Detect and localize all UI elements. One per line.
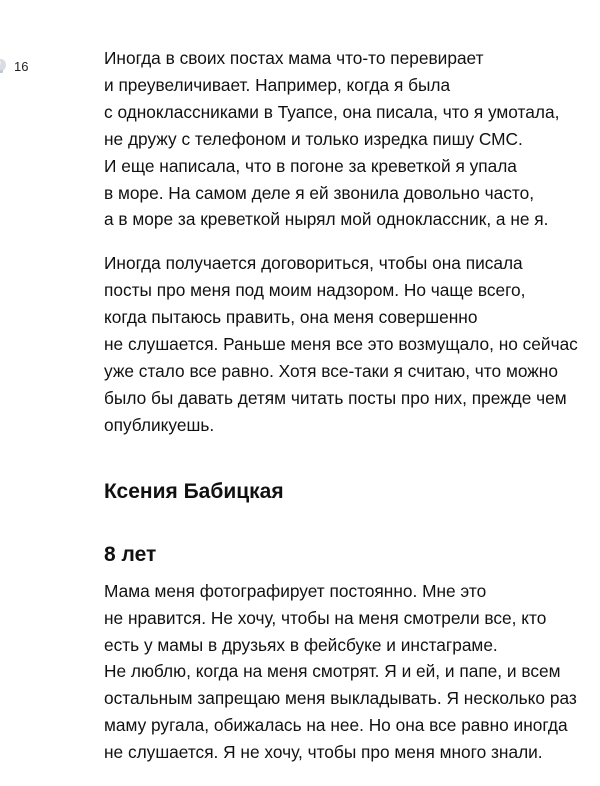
paragraph-line: посты про меня под моим надзором. Но чаще всего, <box>104 280 526 301</box>
paragraph-line: уже стало все равно. Хотя все-таки я считаю, что можно <box>104 360 558 381</box>
paragraph-line: не слушается. Раньше меня все это возмущало, но сейчас <box>104 334 578 355</box>
paragraph-line: а в море за креветкой нырял мой одноклассник, а не я. <box>104 209 549 230</box>
author-age-heading: 8 лет <box>104 542 157 566</box>
quote-line: не слушается. Я не хочу, чтобы про меня много знали. <box>104 742 543 763</box>
like-icon[interactable] <box>0 58 8 74</box>
reaction-counter[interactable] <box>0 58 28 74</box>
author-name-heading: Ксения Бабицкая <box>104 479 284 503</box>
quote-line: маму ругала, обижалась на нее. Но она все равно иногда <box>104 715 568 736</box>
paragraph-line: опубликуешь. <box>104 414 215 435</box>
paragraph <box>104 250 594 438</box>
paragraph-line: не дружу с телефоном и только изредка пишу СМС. <box>104 128 523 149</box>
paragraph-line: было бы давать детям читать посты про них, прежде чем <box>104 387 567 408</box>
paragraph <box>104 45 594 233</box>
reaction-count: 16 <box>14 58 29 74</box>
paragraph-line: с одноклассниками в Туапсе, она писала, что я умотала, <box>104 101 560 122</box>
paragraph-line: И еще написала, что в погоне за креветкой я упала <box>104 155 517 176</box>
quote-line: Мама меня фотографирует постоянно. Мне это <box>104 580 487 601</box>
paragraph-line: в море. На самом деле я ей звонила довольно часто, <box>104 182 535 203</box>
quote-line: не нравится. Не хочу, чтобы на меня смотрели все, кто <box>104 607 547 628</box>
paragraph-line: когда пытаюсь править, она меня совершенно <box>104 307 478 328</box>
article-body <box>104 45 594 766</box>
quote-line: остальным запрещаю меня выкладывать. Я несколько раз <box>104 688 577 709</box>
quote-line: есть у мамы в друзьях в фейсбуке и инстаграме. <box>104 634 498 655</box>
quote-line: Не люблю, когда на меня смотрят. Я и ей, и папе, и всем <box>104 661 561 682</box>
paragraph-line: Иногда в своих постах мама что-то перевирает <box>104 48 484 68</box>
quote-paragraph <box>104 578 594 766</box>
paragraph-line: и преувеличивает. Например, когда я была <box>104 74 451 95</box>
paragraph-line: Иногда получается договориться, чтобы она писала <box>104 253 523 274</box>
